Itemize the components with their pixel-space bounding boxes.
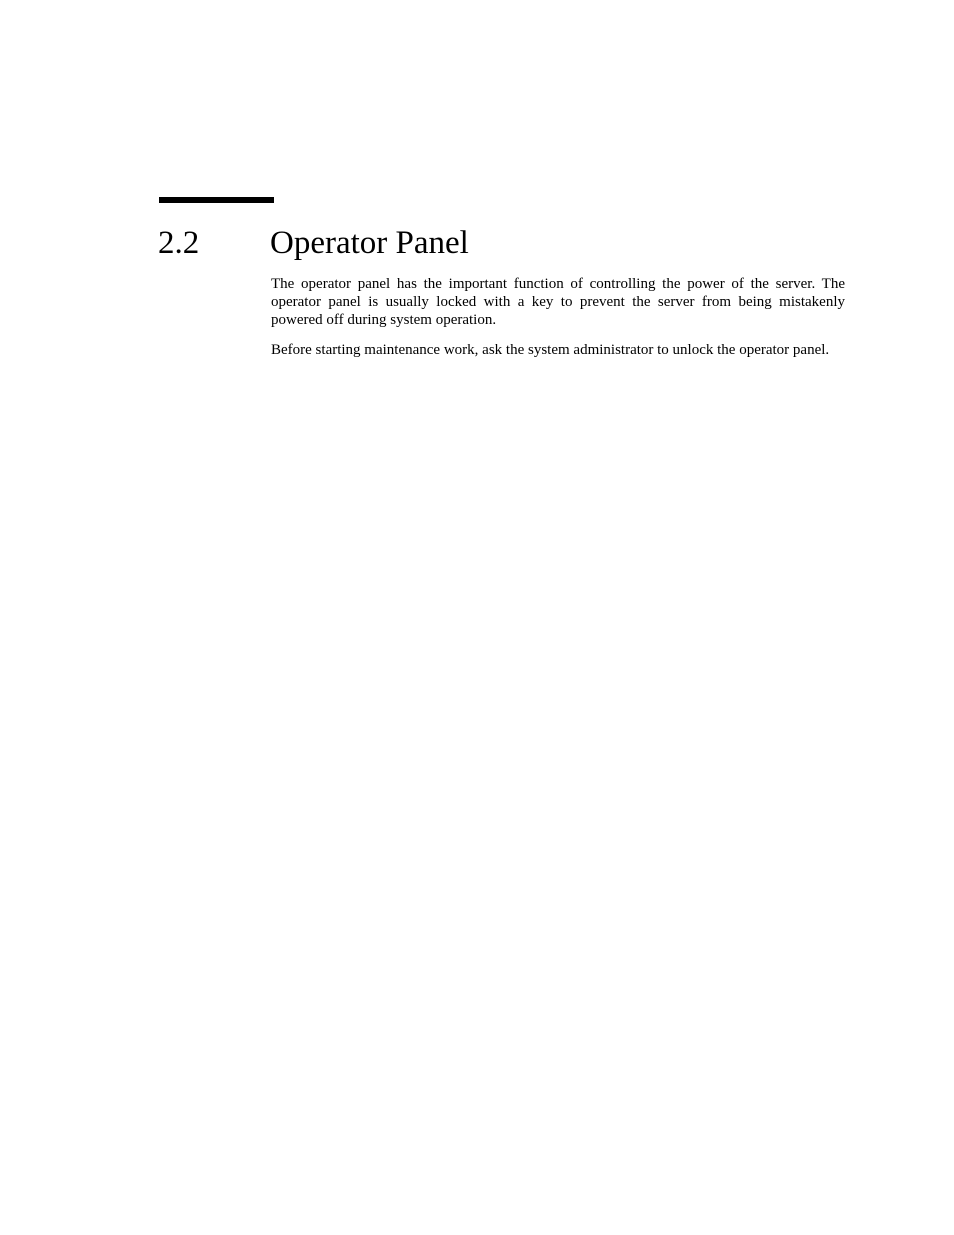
section-title: Operator Panel	[270, 225, 469, 261]
section-body	[271, 275, 845, 371]
paragraph-operator-panel-function: The operator panel has the important function of controlling the power of the server. The operator panel is usually locked with a key to prevent the server from being mistakenly powered off during system operation.	[271, 276, 845, 328]
section-rule	[159, 197, 274, 203]
paragraph-maintenance-unlock: Before starting maintenance work, ask the system administrator to unlock the operator panel.	[271, 342, 830, 358]
section-number: 2.2	[158, 225, 200, 261]
